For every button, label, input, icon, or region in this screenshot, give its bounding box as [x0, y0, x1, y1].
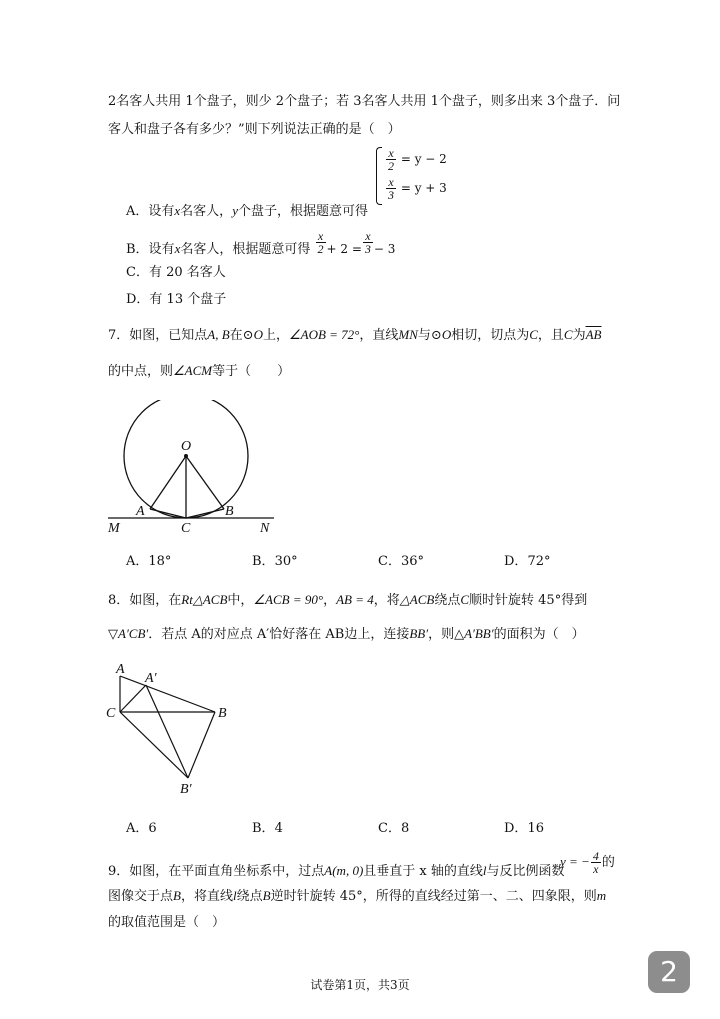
segment-bb2 [188, 712, 215, 778]
q9-line3: 的取值范围是（ ） [108, 915, 226, 930]
q8-line1: 8．如图，在Rt△ACB中，∠ACB = 90°，AB = 4，将△ACB绕点C顺时针旋转 45°得到 [108, 592, 588, 608]
label-m: M [108, 521, 120, 536]
label-c: C [181, 521, 191, 536]
segment-ac [150, 509, 186, 518]
rotation-figure [100, 660, 245, 800]
segment-bc [186, 509, 224, 518]
label-b: B [218, 706, 227, 721]
label-b: B [225, 504, 234, 519]
segment-cb2 [120, 712, 188, 778]
page-number-badge: 2 [648, 951, 690, 993]
point-o [184, 454, 188, 458]
brace [376, 147, 382, 205]
segment-ob [186, 456, 224, 509]
equation-rhs: = y − 2 [400, 152, 447, 166]
q6-option-b: B．设有x名客人，根据题意可得 $\frac{x}{2}$ + 2 = $\frac{x}{3}$ − 3 [126, 229, 396, 257]
q8-line2: ▽A′CB′．若点 A的对应点 A′恰好落在 AB边上，连接BB′，则△A′BB′的面积为（ ） [108, 626, 585, 642]
label-a: A [116, 662, 125, 677]
segment-ab [120, 676, 215, 712]
q9-function: y = − $\frac{4}{x}$ 的 [560, 849, 615, 876]
label-a: A [136, 504, 145, 519]
q9-line1: 9．如图，在平面直角坐标系中，过点A(m, 0)且垂直于 x 轴的直线l与反比例函数 [108, 863, 565, 879]
q8-choice-a: A．6 [126, 821, 157, 836]
q6-option-a: A．设有x名客人，y个盘子，根据题意可得 [126, 203, 368, 219]
fraction: $\frac{x}{2}$ [317, 229, 324, 256]
fraction: $\frac{x}{2}$ [388, 146, 394, 173]
q7-line2: 的中点，则∠ACM等于（ ） [108, 363, 291, 379]
q7-choice-d: D．72° [504, 554, 551, 569]
equation-system [376, 147, 466, 205]
page-footer: 试卷第1页，共3页 [310, 978, 410, 992]
q6-line2: 客人和盘子各有多少？”则下列说法正确的是（ ） [108, 122, 401, 137]
q6-option-d: D．有 13 个盘子 [126, 292, 227, 307]
q8-choice-b: B．4 [252, 821, 283, 836]
label-o: O [181, 439, 192, 454]
q7-choice-b: B．30° [252, 554, 298, 569]
fraction: $\frac{x}{3}$ [388, 175, 394, 202]
q8-choice-d: D．16 [504, 821, 544, 836]
q7-line1: 7．如图，已知点A, B在⊙O上，∠AOB = 72°，直线MN与⊙O相切，切点为C，且C为$\overline{AB}$ [108, 327, 602, 343]
equation-rhs: = y + 3 [400, 181, 447, 195]
label-n: N [260, 521, 270, 536]
segment-oa [150, 456, 186, 509]
fraction: $\frac{x}{3}$ [364, 229, 371, 256]
q7-choice-a: A．18° [126, 554, 172, 569]
q9-line2: 图像交于点B，将直线l绕点B逆时针旋转 45°，所得的直线经过第一、二、四象限，则m [108, 888, 607, 904]
circle-tangent-figure [100, 400, 290, 540]
q8-choice-c: C．8 [378, 821, 410, 836]
q6-option-c: C．有 20 名客人 [126, 265, 226, 280]
label-a-prime: A′ [145, 671, 157, 686]
q6-line1: 2名客人共用 1个盘子，则少 2个盘子；若 3名客人共用 1个盘子，则多出来 3个盘子．问 [108, 94, 621, 109]
q7-choice-c: C．36° [378, 554, 424, 569]
segment-ca2 [120, 685, 146, 712]
fraction: $\frac{4}{x}$ [592, 849, 599, 876]
label-b-prime: B′ [180, 782, 192, 797]
label-c: C [106, 706, 116, 721]
